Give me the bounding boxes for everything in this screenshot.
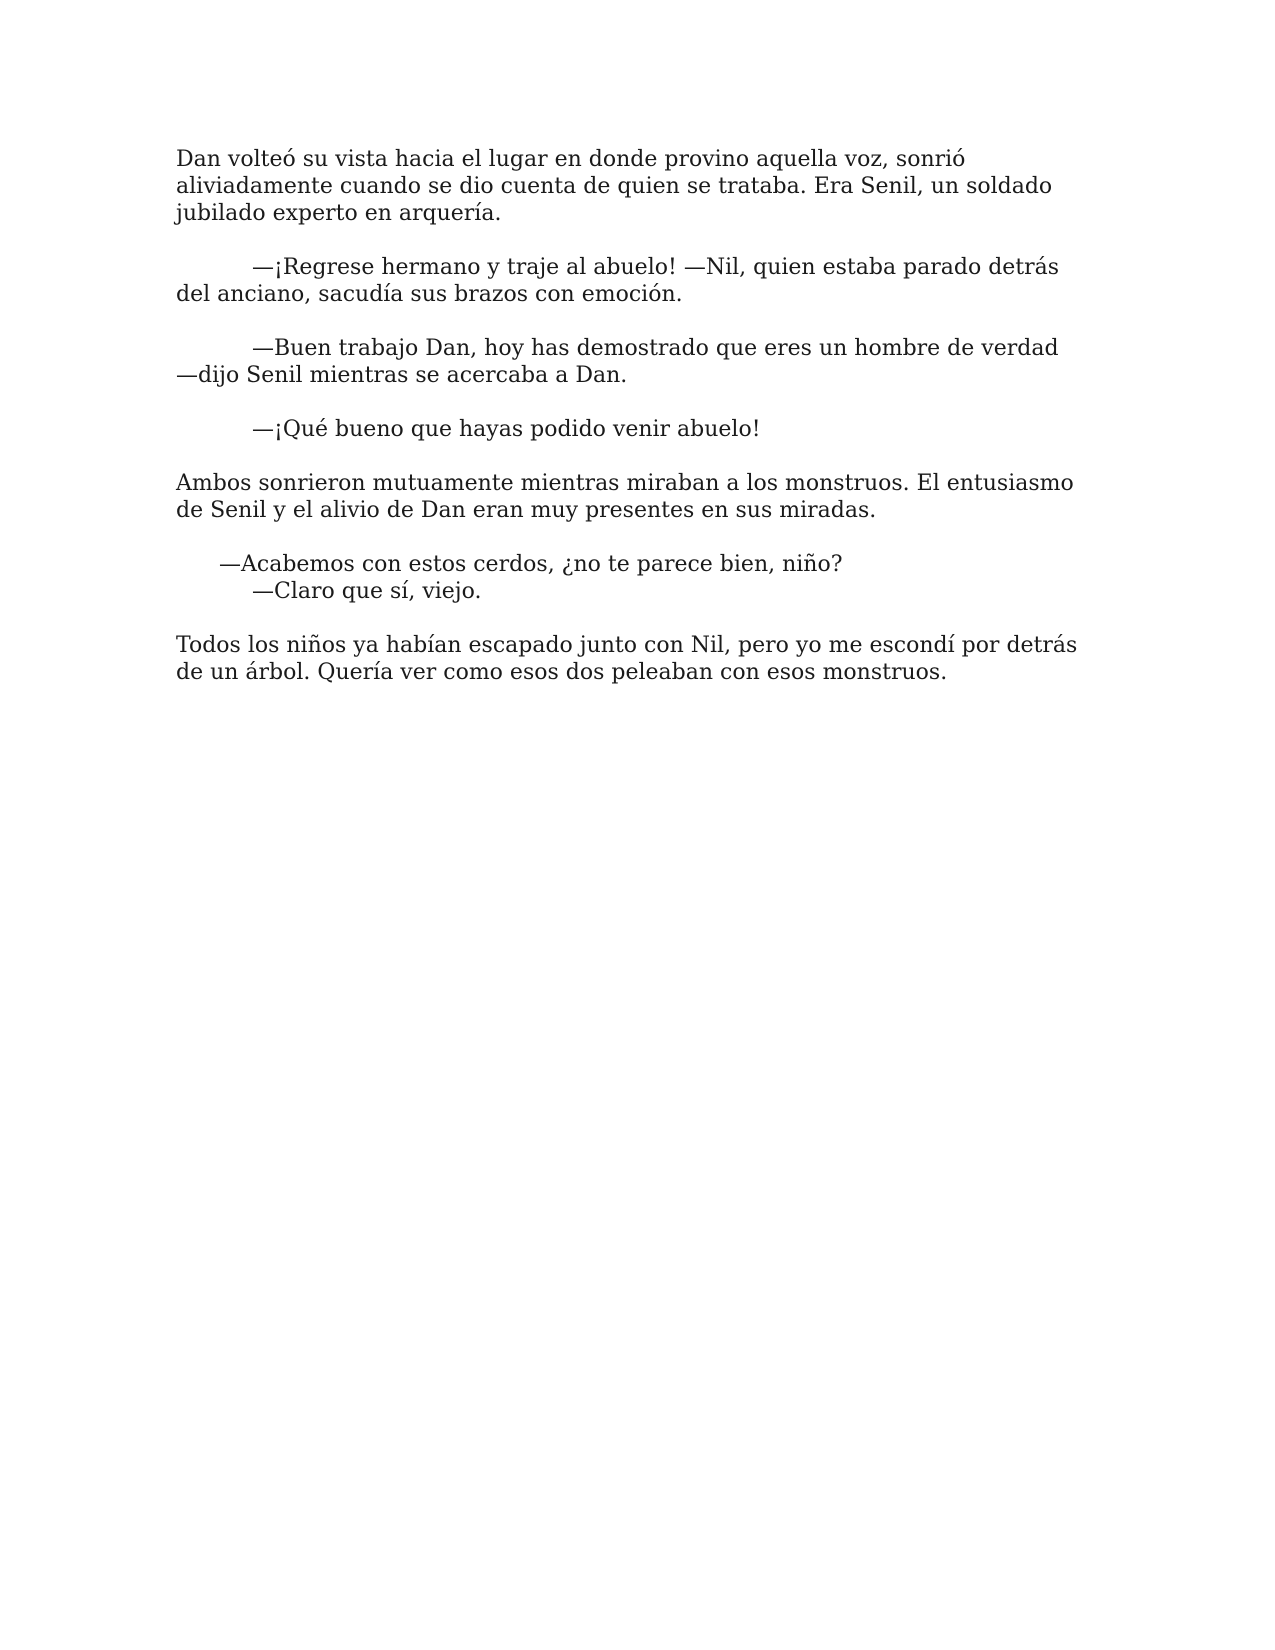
paragraph-dialogue: —Acabemos con estos cerdos, ¿no te parece bien, niño? (219, 552, 843, 577)
paragraph-narration: Todos los niños ya habían escapado junto con Nil, pero yo me escondí por detrás de un árbol. Quería ver como esos dos peleaban con esos monstruos. (176, 633, 1078, 685)
paragraph-dialogue: —Claro que sí, viejo. (252, 579, 482, 604)
document-body (176, 146, 1086, 713)
paragraph-dialogue: —Buen trabajo Dan, hoy has demostrado que eres un hombre de verdad —dijo Senil mientras se acercaba a Dan. (176, 336, 1059, 388)
paragraph-narration: Ambos sonrieron mutuamente mientras miraban a los monstruos. El entusiasmo de Senil y el alivio de Dan eran muy presentes en sus miradas. (176, 471, 1074, 523)
paragraph-dialogue: —¡Regrese hermano y traje al abuelo! —Nil, quien estaba parado detrás del anciano, sacudía sus brazos con emoción. (176, 255, 1060, 307)
paragraph-narration: Dan volteó su vista hacia el lugar en donde provino aquella voz, sonrió aliviadamente cuando se dio cuenta de quien se trataba. Era Senil, un soldado jubilado experto en arquería. (176, 147, 1053, 226)
paragraph-dialogue: —¡Qué bueno que hayas podido venir abuelo! (252, 417, 761, 442)
